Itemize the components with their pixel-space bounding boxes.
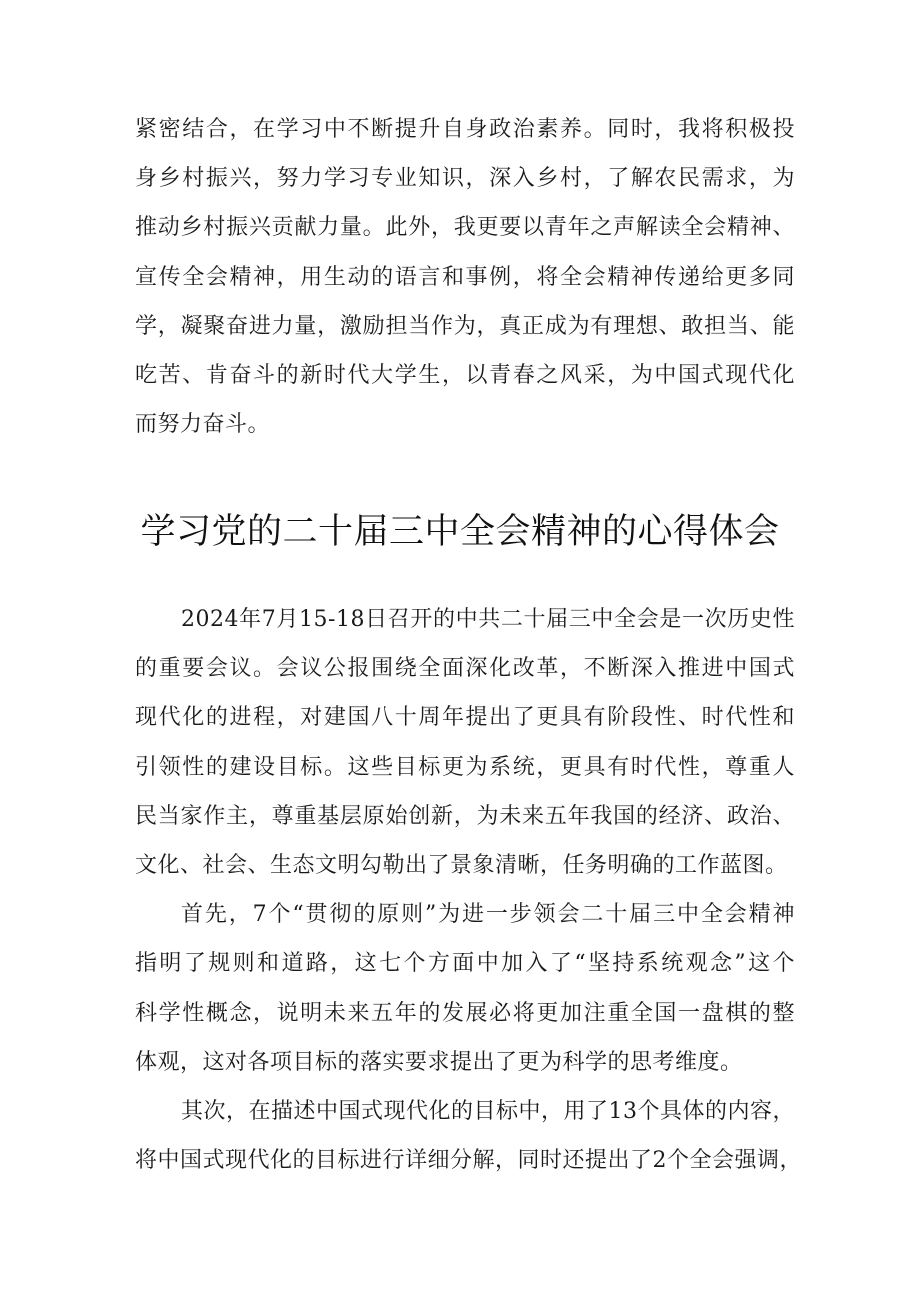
paragraph-line: 民当家作主，尊重基层原始创新，为未来五年我国的经济、政治、 [135,803,795,829]
paragraph-line: 推动乡村振兴贡献力量。此外，我更要以青年之声解读全会精神、 [135,215,795,241]
page-title: 学习党的二十届三中全会精神的心得体会 [140,512,780,552]
body-paragraphs [135,595,802,1185]
paragraph-line: 引领性的建设目标。这些目标更为系统，更具有时代性，尊重人 [135,754,795,780]
paragraph-line: 首先，7个“贯彻的原则”为进一步领会二十届三中全会精神 [181,902,795,928]
paragraph-line: 学，凝聚奋进力量，激励担当作为，真正成为有理想、敢担当、能 [135,313,795,339]
paragraph-line: 将中国式现代化的目标进行详细分解，同时还提出了2个全会强调， [135,1148,802,1174]
paragraph-line: 宣传全会精神，用生动的语言和事例，将全会精神传递给更多同 [135,264,795,290]
paragraph-line: 吃苦、肯奋斗的新时代大学生，以青春之风采，为中国式现代化 [135,362,795,388]
paragraph-line: 紧密结合，在学习中不断提升自身政治素养。同时，我将积极投 [135,117,795,142]
paragraph-line: 现代化的进程，对建国八十周年提出了更具有阶段性、时代性和 [135,705,795,731]
paragraph-line: 的重要会议。会议公报围绕全面深化改革，不断深入推进中国式 [135,656,795,682]
top-paragraph [135,105,795,449]
paragraph-line: 身乡村振兴，努力学习专业知识，深入乡村，了解农民需求，为 [135,166,795,192]
paragraph-line: 文化、社会、生态文明勾勒出了景象清晰，任务明确的工作蓝图。 [135,852,788,878]
paragraph-line: 其次，在描述中国式现代化的目标中，用了13个具体的内容， [181,1098,795,1124]
paragraph-line: 体观，这对各项目标的落实要求提出了更为科学的思考维度。 [135,1049,743,1075]
paragraph-line: 科学性概念，说明未来五年的发展必将更加注重全国一盘棋的整 [135,1000,795,1026]
paragraph-line: 而努力奋斗。 [135,412,271,438]
paragraph-line: 指明了规则和道路，这七个方面中加入了“坚持系统观念”这个 [135,951,795,977]
paragraph-line: 2024年7月15-18日召开的中共二十届三中全会是一次历史性 [181,607,795,632]
